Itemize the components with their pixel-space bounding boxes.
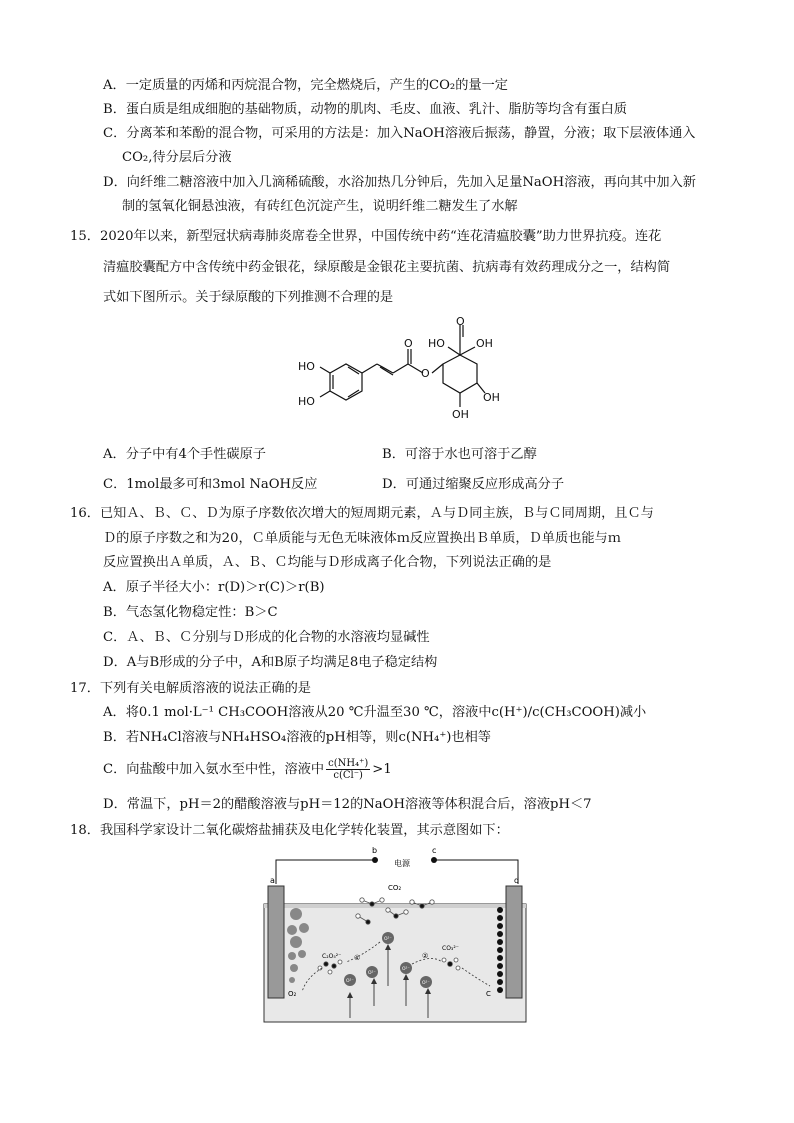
q17-option-d: D．常温下，pH＝2的醋酸溶液与pH＝12的NaOH溶液等体积混合后，溶液pH＜7 xyxy=(103,797,592,812)
q17-option-a: A．将0.1 mol·L⁻¹ CH₃COOH溶液从20 ℃升温至30 ℃，溶液中c(H⁺)/c(CH₃COOH)减小 xyxy=(103,705,647,720)
q18-stem: 18．我国科学家设计二氧化碳熔盐捕获及电化学转化装置，其示意图如下： xyxy=(70,823,509,838)
q15-option-b: B．可溶于水也可溶于乙醇 xyxy=(382,447,537,462)
terminal-b-dot xyxy=(372,857,378,863)
q14-option-c-line1: C．分离苯和苯酚的混合物，可采用的方法是：加入NaOH溶液后振荡，静置，分液；取下层液体通入 xyxy=(103,126,696,141)
c2o5-label: C₂O₅²⁻ xyxy=(322,953,342,960)
q14-option-d-line2: 制的氢氧化铜悬浊液，有砖红色沉淀产生，说明纤维二糖发生了水解 xyxy=(122,199,518,214)
q17-option-c-prefix: C．向盐酸中加入氨水至中性，溶液中 xyxy=(103,762,325,777)
oxide-ion-label: O²⁻ xyxy=(346,979,354,984)
q15-option-c: C．1mol最多可和3mol NaOH反应 xyxy=(103,477,318,492)
q17-option-c xyxy=(103,758,392,781)
q14-option-a: A．一定质量的丙烯和丙烷混合物，完全燃烧后，产生的CO₂的量一定 xyxy=(103,78,508,93)
q15-stem-line3: 式如下图所示。关于绿原酸的下列推测不合理的是 xyxy=(103,290,394,305)
structure-label-ring-oh-bottom: OH xyxy=(452,408,469,421)
q14-option-c-line2: CO₂,待分层后分液 xyxy=(122,150,232,165)
q17-stem: 17．下列有关电解质溶液的说法正确的是 xyxy=(70,681,311,696)
q16-stem-line2: Ｄ的原子序数之和为20，Ｃ单质能与无色无味液体ｍ反应置换出Ｂ单质，Ｄ单质也能与ｍ xyxy=(103,531,621,546)
co2-label: CO₂ xyxy=(388,884,402,892)
q15-stem-line1: 15．2020年以来，新型冠状病毒肺炎席卷全世界，中国传统中药“连花清瘟胶囊”助力世界抗疫。连花 xyxy=(70,229,662,244)
q16-option-d: D．A与B形成的分子中，A和B原子均满足8电子稳定结构 xyxy=(103,655,438,670)
fraction-numerator: c(NH₄⁺) xyxy=(328,758,369,769)
terminal-b-label: b xyxy=(372,846,378,855)
o2-label: O₂ xyxy=(288,990,297,998)
co3-label: CO₃²⁻ xyxy=(442,945,459,952)
structure-label-cooh-oh: OH xyxy=(476,337,493,350)
q14-option-d-line1: D．向纤维二糖溶液中加入几滴稀硫酸，水浴加热几分钟后，先加入足量NaOH溶液，再向其中加入新 xyxy=(103,175,696,190)
q17-option-c-fraction xyxy=(326,758,370,781)
structure-label-ester-o: O xyxy=(421,367,430,380)
q16-stem-line1: 16．已知Ａ、Ｂ、Ｃ、Ｄ为原子序数依次增大的短周期元素，Ａ与Ｄ同主族，Ｂ与Ｃ同周期，且Ｃ与 xyxy=(70,506,654,521)
oxide-ion-label: O²⁻ xyxy=(402,967,410,972)
chlorogenic-acid-structure xyxy=(280,315,540,435)
q14-option-b: B．蛋白质是组成细胞的基础物质，动物的肌肉、毛皮、血液、乳汁、脂肪等均含有蛋白质 xyxy=(103,102,627,117)
fraction-denominator: c(Cl⁻) xyxy=(333,770,363,781)
oxide-ion-label: O²⁻ xyxy=(422,981,430,986)
structure-label-ring-oh-right: OH xyxy=(483,391,500,404)
q15-option-d: D．可通过缩聚反应形成高分子 xyxy=(382,477,565,492)
structure-label-cooh-o: O xyxy=(456,315,465,328)
step-2-marker: ② xyxy=(422,952,429,960)
structure-label-ring-ho: HO xyxy=(428,337,445,350)
q16-option-a: A．原子半径大小：r(D)＞r(C)＞r(B) xyxy=(103,580,325,595)
oxide-ion-label: O²⁻ xyxy=(384,937,392,942)
carbon-label: C xyxy=(486,990,491,998)
structure-label-ho-top: HO xyxy=(298,360,315,373)
electrode-a-label: a xyxy=(270,876,275,885)
q16-option-c: C．Ａ、Ｂ、Ｃ分别与Ｄ形成的化合物的水溶液均显碱性 xyxy=(103,630,430,645)
step-1-marker: ① xyxy=(354,954,361,962)
structure-label-carbonyl-o: O xyxy=(404,337,413,350)
terminal-c-label: c xyxy=(432,846,437,855)
electrode-d-label: d xyxy=(514,876,520,885)
oxide-ion-label: O²⁻ xyxy=(368,971,376,976)
electrode-d xyxy=(506,886,522,998)
structure-label-ho-bottom: HO xyxy=(298,395,315,408)
q17-option-c-suffix: >1 xyxy=(372,762,392,777)
q15-option-a: A．分子中有4个手性碳原子 xyxy=(103,447,266,462)
q17-option-b: B．若NH₄Cl溶液与NH₄HSO₄溶液的pH相等，则c(NH₄⁺)也相等 xyxy=(103,730,491,745)
co2-capture-device-diagram xyxy=(262,846,532,1026)
q15-stem-line2: 清瘟胶囊配方中含传统中药金银花，绿原酸是金银花主要抗菌、抗病毒有效药理成分之一，结构简 xyxy=(103,260,671,275)
electrode-a xyxy=(268,886,284,998)
terminal-c-dot xyxy=(431,857,437,863)
q16-stem-line3: 反应置换出Ａ单质，Ａ、Ｂ、Ｃ均能与Ｄ形成离子化合物，下列说法正确的是 xyxy=(103,555,552,570)
power-source-label: 电源 xyxy=(394,859,410,868)
q16-option-b: B．气态氢化物稳定性：B＞C xyxy=(103,605,278,620)
